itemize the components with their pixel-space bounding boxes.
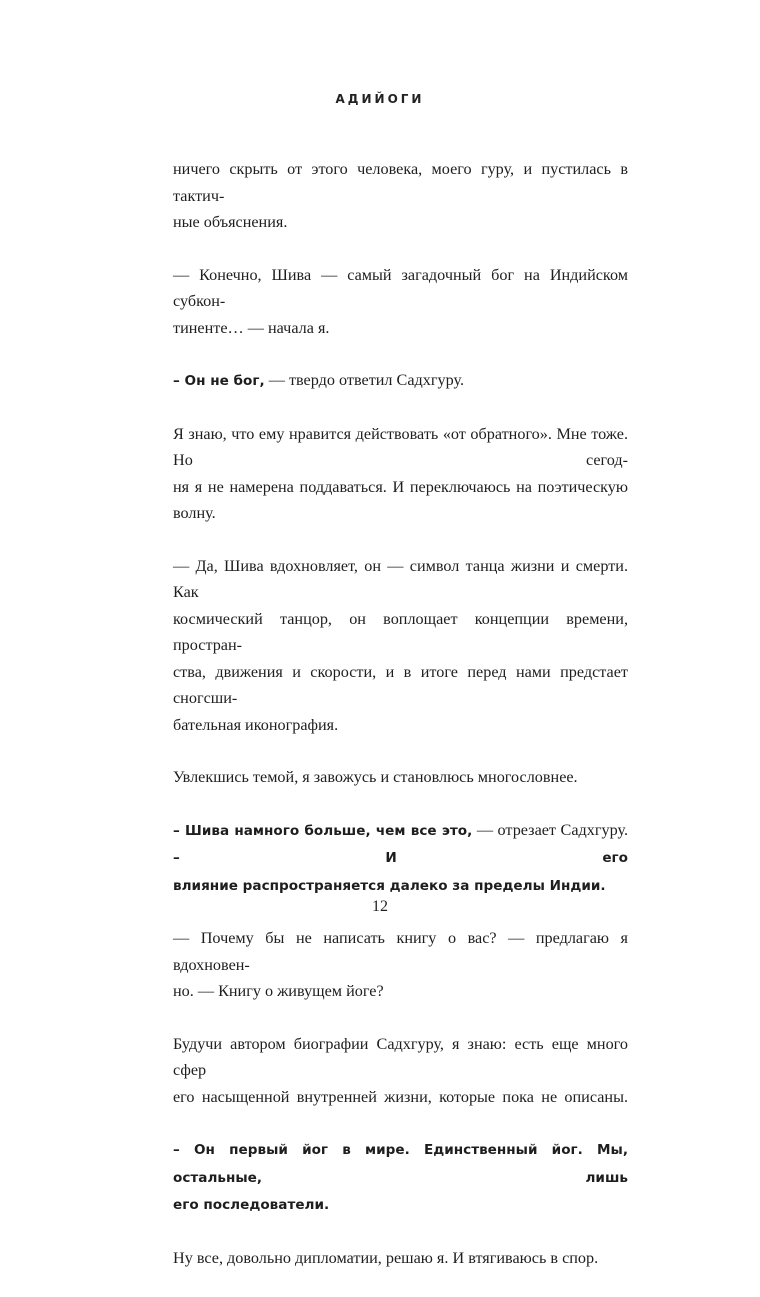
text-line: Я знаю, что ему нравится действовать «от обратного». Мне тоже. Но сегод- — [173, 424, 628, 469]
paragraph — [173, 925, 628, 1005]
guru-speech: – И его — [173, 850, 628, 866]
text-line: Будучи автором биографии Садхгуру, я знаю: есть еще много сфер — [173, 1034, 628, 1079]
text-line: его насыщенной внутренней жизни, которые пока не описаны. — [173, 1087, 628, 1106]
text-line: — Конечно, Шива — самый загадочный бог на Индийском субкон- — [173, 265, 628, 310]
text-line — [173, 872, 628, 900]
paragraph-guru-reply — [173, 367, 628, 395]
text-line: ня я не намерена поддаваться. И переключаюсь на поэтическую волну. — [173, 477, 628, 522]
text-line: тиненте… — начала я. — [173, 318, 330, 337]
guru-speech: – Он первый йог в мире. Единственный йог. Мы, остальные, лишь — [173, 1142, 628, 1186]
guru-speech: его последователи. — [173, 1197, 330, 1213]
paragraph — [173, 1031, 628, 1111]
paragraph — [173, 262, 628, 342]
running-head: АДИЙОГИ — [335, 92, 425, 106]
text-line — [173, 1191, 628, 1219]
text-line — [173, 1136, 628, 1191]
text-line: Увлекшись темой, я завожусь и становлюсь многословнее. — [173, 768, 578, 786]
paragraph — [173, 553, 628, 739]
text-line: ные объяснения. — [173, 213, 288, 231]
text-line: ства, движения и скорости, и в итоге перед нами предстает сногсши- — [173, 662, 628, 707]
paragraph — [173, 156, 628, 236]
narration: — твердо ответил Садхгуру. — [264, 371, 464, 389]
text-line: но. — Книгу о живущем йоге? — [173, 982, 384, 1000]
guru-speech: – Шива намного больше, чем все это, — [173, 822, 473, 839]
paragraph — [173, 1245, 628, 1272]
guru-speech: влияние распространяется далеко за пределы Индии. — [173, 877, 606, 894]
paragraph-guru-reply — [173, 817, 628, 900]
paragraph — [173, 421, 628, 527]
body-text — [173, 156, 628, 1297]
narration: — отрезает Садхгуру. — [472, 820, 628, 839]
paragraph-guru-reply — [173, 1136, 628, 1219]
page-number: 12 — [372, 898, 388, 915]
text-line — [173, 817, 628, 872]
text-line: — Да, Шива вдохновляет, он — символ танца жизни и смерти. Как — [173, 556, 628, 601]
guru-speech: – Он не бог, — [173, 373, 265, 389]
text-line: ничего скрыть от этого человека, моего гуру, и пустилась в тактич- — [173, 160, 628, 205]
text-line: космический танцор, он воплощает концепции времени, простран- — [173, 609, 628, 654]
paragraph — [173, 764, 628, 791]
text-line: Ну все, довольно дипломатии, решаю я. И втягиваюсь в спор. — [173, 1248, 599, 1267]
text-line: — Почему бы не написать книгу о вас? — предлагаю я вдохновен- — [173, 929, 628, 974]
text-line: бательная иконография. — [173, 715, 339, 734]
